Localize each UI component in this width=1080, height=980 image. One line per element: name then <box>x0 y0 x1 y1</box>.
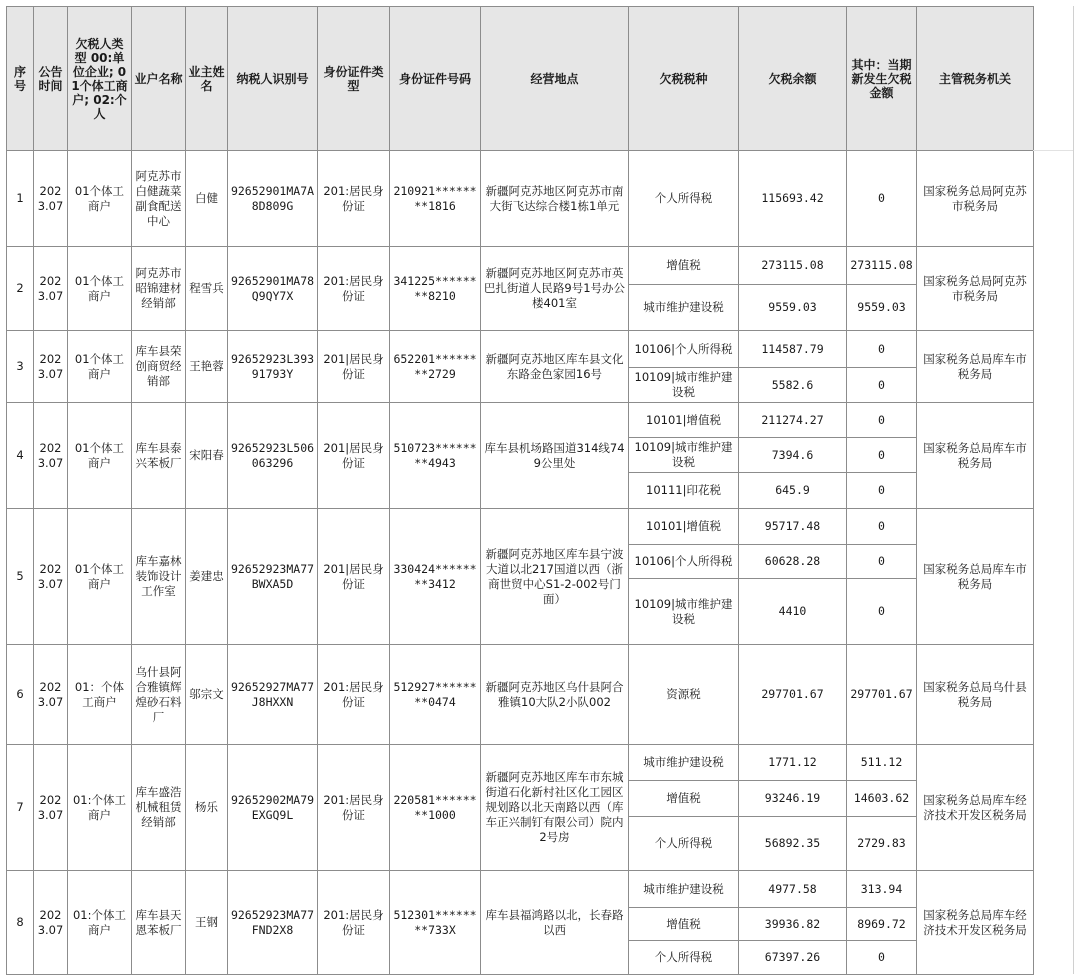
taxpayer-id: 92652923MA77BWXA5D <box>228 509 318 645</box>
header-row <box>7 7 1034 151</box>
new-arrears-amount: 0 <box>847 368 917 403</box>
col-office-header: 主管税务机关 <box>917 7 1034 151</box>
table-row <box>7 247 1034 285</box>
new-arrears-amount: 2729.83 <box>847 817 917 871</box>
tax-office: 国家税务总局库车市税务局 <box>917 509 1034 645</box>
id-doc-number: 512301********733X <box>390 871 481 975</box>
col-balance-header: 欠税余额 <box>739 7 847 151</box>
business-name: 库车嘉林装饰设计工作室 <box>132 509 186 645</box>
new-arrears-amount: 0 <box>847 151 917 247</box>
business-address: 新疆阿克苏地区库车县宁波大道以北217国道以西（浙商世贸中心S1-2-002号门面） <box>481 509 629 645</box>
row-number: 3 <box>7 331 34 403</box>
new-arrears-amount: 273115.08 <box>847 247 917 285</box>
owner-name: 宋阳春 <box>186 403 228 509</box>
new-arrears-amount: 0 <box>847 941 917 975</box>
new-arrears-amount: 511.12 <box>847 745 917 781</box>
tax-kind: 增值税 <box>629 247 739 285</box>
id-doc-number: 220581********1000 <box>390 745 481 871</box>
row-number: 8 <box>7 871 34 975</box>
tax-kind: 个人所得税 <box>629 941 739 975</box>
tax-arrears-table <box>6 6 1034 975</box>
business-name: 库车县荣创商贸经销部 <box>132 331 186 403</box>
new-arrears-amount: 313.94 <box>847 871 917 908</box>
tax-office: 国家税务总局库车经济技术开发区税务局 <box>917 745 1034 871</box>
id-doc-number: 210921********1816 <box>390 151 481 247</box>
col-idno-header: 身份证件号码 <box>390 7 481 151</box>
announce-date: 2023.07 <box>34 871 68 975</box>
business-name: 阿克苏市昭锦建材经销部 <box>132 247 186 331</box>
table-row <box>7 509 1034 545</box>
announce-date: 2023.07 <box>34 645 68 745</box>
taxpayer-type: 01个体工商户 <box>68 509 132 645</box>
business-name: 库车县天恩苯板厂 <box>132 871 186 975</box>
arrears-balance: 39936.82 <box>739 908 847 941</box>
taxpayer-type: 01个体工商户 <box>68 331 132 403</box>
business-name: 库车盛浩机械租赁经销部 <box>132 745 186 871</box>
arrears-balance: 115693.42 <box>739 151 847 247</box>
table-row <box>7 403 1034 438</box>
owner-name: 邬宗文 <box>186 645 228 745</box>
arrears-balance: 273115.08 <box>739 247 847 285</box>
arrears-balance: 60628.28 <box>739 545 847 579</box>
taxpayer-id: 92652901MA7A8D809G <box>228 151 318 247</box>
col-taxkind-header: 欠税税种 <box>629 7 739 151</box>
announce-date: 2023.07 <box>34 151 68 247</box>
taxpayer-id: 92652923L39391793Y <box>228 331 318 403</box>
arrears-balance: 297701.67 <box>739 645 847 745</box>
arrears-balance: 4410 <box>739 579 847 645</box>
row-number: 5 <box>7 509 34 645</box>
new-arrears-amount: 0 <box>847 473 917 509</box>
col-idtype-header: 身份证件类型 <box>318 7 390 151</box>
arrears-balance: 56892.35 <box>739 817 847 871</box>
id-doc-type: 201|居民身份证 <box>318 509 390 645</box>
owner-name: 白健 <box>186 151 228 247</box>
empty-column <box>1033 6 1074 974</box>
business-address: 新疆阿克苏地区乌什县阿合雅镇10大队2小队002 <box>481 645 629 745</box>
arrears-balance: 67397.26 <box>739 941 847 975</box>
arrears-balance: 645.9 <box>739 473 847 509</box>
tax-kind: 增值税 <box>629 781 739 817</box>
tax-office: 国家税务总局阿克苏市税务局 <box>917 247 1034 331</box>
id-doc-number: 512927********0474 <box>390 645 481 745</box>
tax-kind: 资源税 <box>629 645 739 745</box>
tax-kind: 个人所得税 <box>629 151 739 247</box>
owner-name: 王钢 <box>186 871 228 975</box>
id-doc-type: 201:居民身份证 <box>318 151 390 247</box>
table-row <box>7 745 1034 781</box>
tax-office: 国家税务总局库车经济技术开发区税务局 <box>917 871 1034 975</box>
table-row <box>7 331 1034 368</box>
owner-name: 姜建忠 <box>186 509 228 645</box>
new-arrears-amount: 8969.72 <box>847 908 917 941</box>
tax-kind: 城市维护建设税 <box>629 285 739 331</box>
tax-office: 国家税务总局库车市税务局 <box>917 331 1034 403</box>
id-doc-type: 201:居民身份证 <box>318 871 390 975</box>
arrears-balance: 9559.03 <box>739 285 847 331</box>
id-doc-type: 201|居民身份证 <box>318 331 390 403</box>
tax-kind: 10101|增值税 <box>629 403 739 438</box>
col-date-header: 公告时间 <box>34 7 68 151</box>
tax-office: 国家税务总局乌什县税务局 <box>917 645 1034 745</box>
announce-date: 2023.07 <box>34 247 68 331</box>
new-arrears-amount: 0 <box>847 545 917 579</box>
business-address: 新疆阿克苏地区阿克苏市南大街飞达综合楼1栋1单元 <box>481 151 629 247</box>
table-body <box>7 151 1034 975</box>
arrears-balance: 211274.27 <box>739 403 847 438</box>
tax-kind: 城市维护建设税 <box>629 745 739 781</box>
arrears-balance: 95717.48 <box>739 509 847 545</box>
row-number: 4 <box>7 403 34 509</box>
id-doc-number: 510723********4943 <box>390 403 481 509</box>
new-arrears-amount: 297701.67 <box>847 645 917 745</box>
tax-office: 国家税务总局库车市税务局 <box>917 403 1034 509</box>
new-arrears-amount: 0 <box>847 403 917 438</box>
taxpayer-id: 92652923L506063296 <box>228 403 318 509</box>
new-arrears-amount: 0 <box>847 331 917 368</box>
id-doc-number: 652201********2729 <box>390 331 481 403</box>
owner-name: 杨乐 <box>186 745 228 871</box>
tax-kind: 10111|印花税 <box>629 473 739 509</box>
table-row <box>7 645 1034 745</box>
tax-kind: 10101|增值税 <box>629 509 739 545</box>
tax-kind: 10106|个人所得税 <box>629 545 739 579</box>
tax-kind: 增值税 <box>629 908 739 941</box>
new-arrears-amount: 0 <box>847 438 917 473</box>
announce-date: 2023.07 <box>34 403 68 509</box>
col-taxid-header: 纳税人识别号 <box>228 7 318 151</box>
business-address: 库车县福鸿路以北，长春路以西 <box>481 871 629 975</box>
business-address: 新疆阿克苏地区阿克苏市英巴扎街道人民路9号1号办公楼401室 <box>481 247 629 331</box>
tax-kind: 10109|城市维护建设税 <box>629 579 739 645</box>
arrears-balance: 5582.6 <box>739 368 847 403</box>
arrears-balance: 1771.12 <box>739 745 847 781</box>
new-arrears-amount: 9559.03 <box>847 285 917 331</box>
announce-date: 2023.07 <box>34 509 68 645</box>
announce-date: 2023.07 <box>34 745 68 871</box>
id-doc-type: 201:居民身份证 <box>318 745 390 871</box>
tax-kind: 10106|个人所得税 <box>629 331 739 368</box>
business-name: 阿克苏市白健蔬菜副食配送中心 <box>132 151 186 247</box>
taxpayer-type: 01个体工商户 <box>68 403 132 509</box>
col-name-header: 业户名称 <box>132 7 186 151</box>
announce-date: 2023.07 <box>34 331 68 403</box>
business-address: 库车县机场路国道314线749公里处 <box>481 403 629 509</box>
owner-name: 王艳蓉 <box>186 331 228 403</box>
arrears-balance: 114587.79 <box>739 331 847 368</box>
col-type-header: 欠税人类型 00:单位企业; 01个体工商户; 02:个人 <box>68 7 132 151</box>
id-doc-number: 330424********3412 <box>390 509 481 645</box>
tax-kind: 10109|城市维护建设税 <box>629 438 739 473</box>
table-row <box>7 151 1034 247</box>
taxpayer-id: 92652902MA79EXGQ9L <box>228 745 318 871</box>
id-doc-number: 341225********8210 <box>390 247 481 331</box>
table-row <box>7 871 1034 908</box>
tax-kind: 10109|城市维护建设税 <box>629 368 739 403</box>
taxpayer-id: 92652923MA77FND2X8 <box>228 871 318 975</box>
tax-kind: 城市维护建设税 <box>629 871 739 908</box>
id-doc-type: 201:居民身份证 <box>318 645 390 745</box>
taxpayer-id: 92652901MA78Q9QY7X <box>228 247 318 331</box>
row-number: 6 <box>7 645 34 745</box>
new-arrears-amount: 14603.62 <box>847 781 917 817</box>
taxpayer-type: 01:个体工商户 <box>68 745 132 871</box>
col-new-header: 其中：当期新发生欠税金额 <box>847 7 917 151</box>
business-name: 库车县泰兴苯板厂 <box>132 403 186 509</box>
col-no-header: 序号 <box>7 7 34 151</box>
col-owner-header: 业主姓名 <box>186 7 228 151</box>
row-number: 7 <box>7 745 34 871</box>
business-name: 乌什县阿合雅镇辉煌砂石料厂 <box>132 645 186 745</box>
tax-office: 国家税务总局阿克苏市税务局 <box>917 151 1034 247</box>
taxpayer-id: 92652927MA77J8HXXN <box>228 645 318 745</box>
new-arrears-amount: 0 <box>847 579 917 645</box>
taxpayer-type: 01个体工商户 <box>68 151 132 247</box>
taxpayer-type: 01个体工商户 <box>68 247 132 331</box>
new-arrears-amount: 0 <box>847 509 917 545</box>
owner-name: 程雪兵 <box>186 247 228 331</box>
business-address: 新疆阿克苏地区库车市东城街道石化新村社区化工园区规划路以北天南路以西（库车正兴制钉有限公司）院内2号房 <box>481 745 629 871</box>
taxpayer-type: 01：个体工商户 <box>68 645 132 745</box>
arrears-balance: 4977.58 <box>739 871 847 908</box>
business-address: 新疆阿克苏地区库车县文化东路金色家园16号 <box>481 331 629 403</box>
tax-kind: 个人所得税 <box>629 817 739 871</box>
row-number: 2 <box>7 247 34 331</box>
id-doc-type: 201:居民身份证 <box>318 247 390 331</box>
arrears-balance: 7394.6 <box>739 438 847 473</box>
row-number: 1 <box>7 151 34 247</box>
id-doc-type: 201|居民身份证 <box>318 403 390 509</box>
col-address-header: 经营地点 <box>481 7 629 151</box>
taxpayer-type: 01:个体工商户 <box>68 871 132 975</box>
arrears-balance: 93246.19 <box>739 781 847 817</box>
